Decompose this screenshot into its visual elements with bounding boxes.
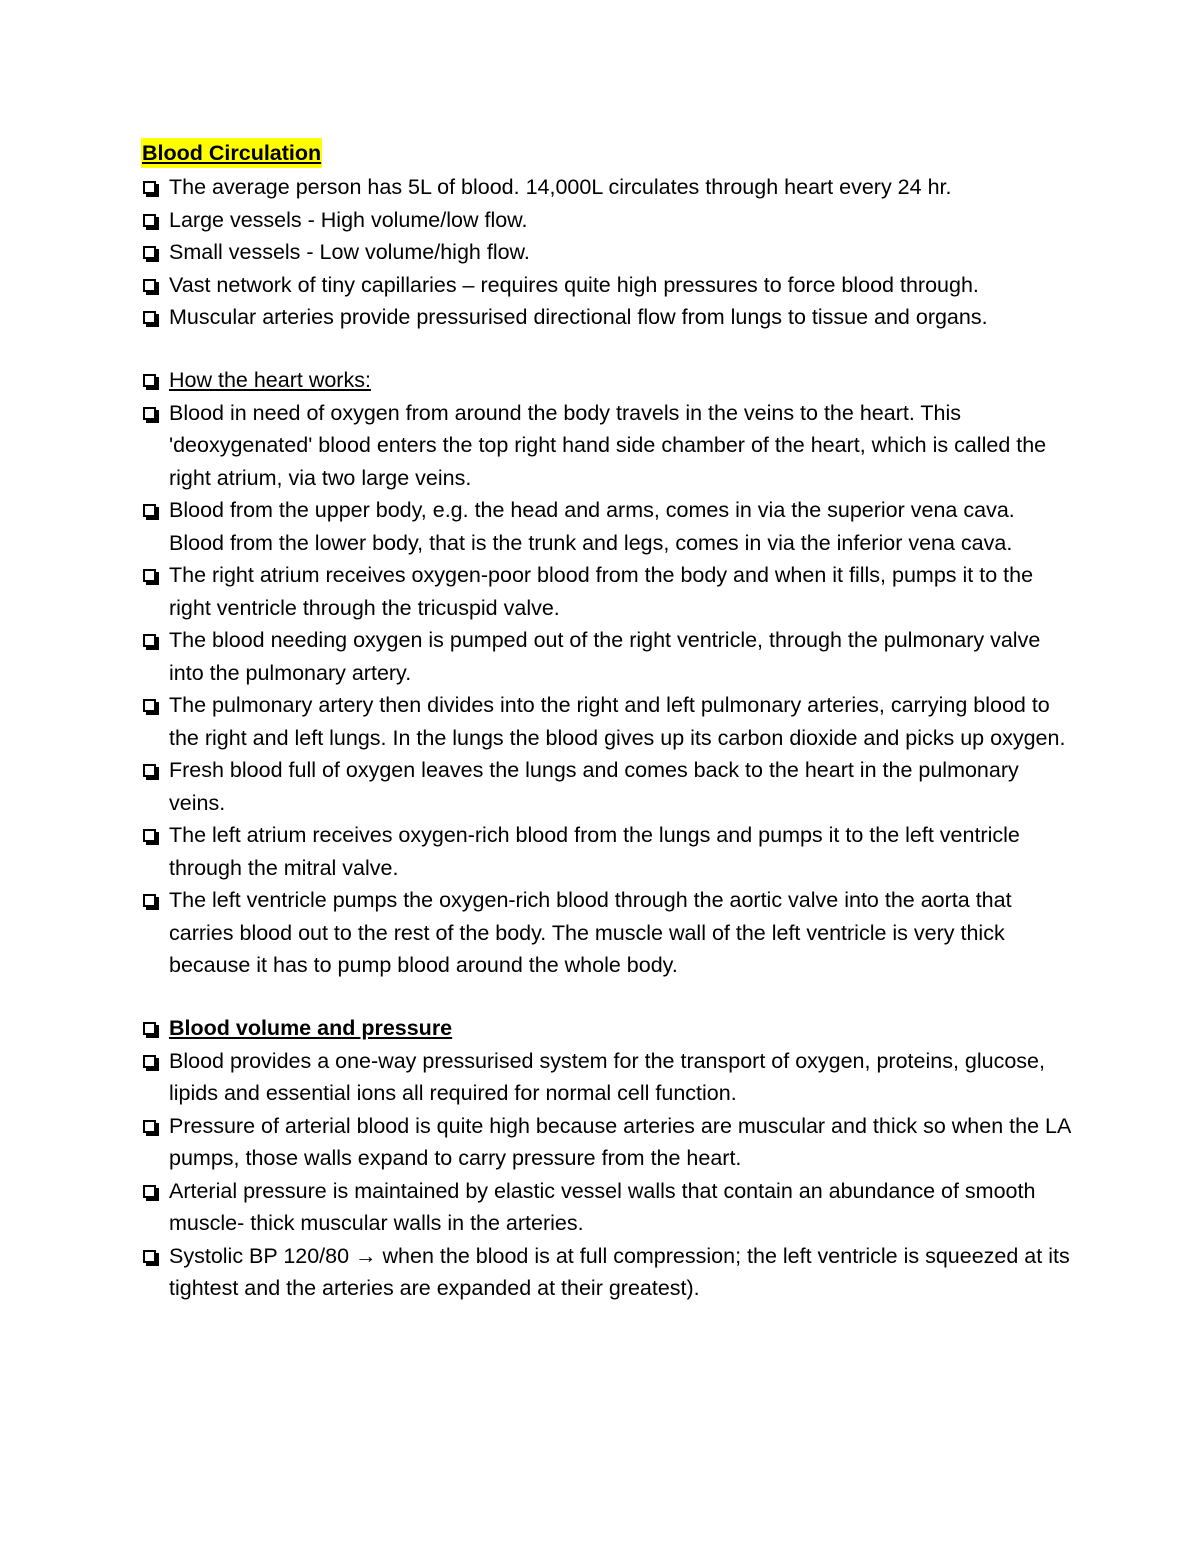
- list-item-text: Blood provides a one-way pressurised system for the transport of oxygen, proteins, glucose, lipids and essential ions all required for normal cell function.: [169, 1048, 1045, 1105]
- list-item-text: Muscular arteries provide pressurised directional flow from lungs to tissue and organs.: [169, 305, 988, 329]
- checkbox-bullet-icon: [143, 279, 156, 292]
- list-item-text: Blood in need of oxygen from around the body travels in the veins to the heart. This 'deoxygenated' blood enters the top right hand side chamber of the heart, which is called the right atrium, via two large veins.: [169, 400, 1047, 490]
- checkbox-bullet-icon: [143, 214, 156, 227]
- title-line: [141, 137, 1071, 171]
- list-item: [141, 301, 1071, 334]
- section-heading-volume-pressure: Blood volume and pressure: [169, 1016, 453, 1040]
- list-item-text: Pressure of arterial blood is quite high because arteries are muscular and thick so when the LA pumps, those walls expand to carry pressure from the heart.: [169, 1113, 1071, 1170]
- list-item: [141, 236, 1071, 269]
- blank-line: [141, 982, 1071, 1013]
- section-heading-item: [141, 364, 1071, 397]
- section-volume-pressure: [141, 1012, 1071, 1305]
- list-item-text: Fresh blood full of oxygen leaves the lungs and comes back to the heart in the pulmonary veins.: [169, 758, 1019, 815]
- list-item-text: The left ventricle pumps the oxygen-rich blood through the aortic valve into the aorta that carries blood out to the rest of the body. The muscle wall of the left ventricle is very thick because it has to pump blood around the whole body.: [169, 888, 1012, 977]
- checkbox-bullet-icon: [143, 764, 156, 777]
- checkbox-bullet-icon: [143, 504, 156, 517]
- section-heading-heart: How the heart works:: [169, 368, 371, 392]
- list-item-text: Large vessels - High volume/low flow.: [169, 207, 528, 232]
- checkbox-bullet-icon: [143, 311, 156, 324]
- list-item-text: The blood needing oxygen is pumped out of the right ventricle, through the pulmonary valve into the pulmonary artery.: [169, 628, 1041, 685]
- list-item: [141, 884, 1071, 982]
- checkbox-bullet-icon: [143, 374, 156, 387]
- list-item: [141, 171, 1071, 204]
- list-item-text: Vast network of tiny capillaries – requires quite high pressures to force blood through.: [169, 272, 979, 297]
- list-item: [141, 269, 1071, 302]
- checkbox-bullet-icon: [143, 181, 156, 194]
- checkbox-bullet-icon: [143, 1022, 156, 1035]
- document-title: Blood Circulation: [141, 138, 322, 168]
- section-circulation: [141, 171, 1071, 334]
- list-item-text: The pulmonary artery then divides into the right and left pulmonary arteries, carrying blood to the right and left lungs. In the lungs the blood gives up its carbon dioxide and picks up oxygen.: [169, 693, 1066, 750]
- list-item: [141, 559, 1071, 624]
- list-item: [141, 754, 1071, 819]
- checkbox-bullet-icon: [143, 634, 156, 647]
- checkbox-bullet-icon: [143, 1250, 156, 1263]
- list-item-text: Systolic BP 120/80 → when the blood is at full compression; the left ventricle is squeezed at its tightest and the arteries are expanded at their greatest).: [169, 1243, 1070, 1300]
- list-item-text: The left atrium receives oxygen-rich blood from the lungs and pumps it to the left ventricle through the mitral valve.: [169, 823, 1020, 880]
- checkbox-bullet-icon: [143, 569, 156, 582]
- list-item: [141, 624, 1071, 689]
- list-item: [141, 1240, 1071, 1305]
- checkbox-bullet-icon: [143, 1055, 156, 1068]
- list-item: [141, 494, 1071, 559]
- list-item-text: The average person has 5L of blood. 14,000L circulates through heart every 24 hr.: [169, 175, 952, 199]
- list-item: [141, 204, 1071, 237]
- checkbox-bullet-icon: [143, 699, 156, 712]
- checkbox-bullet-icon: [143, 407, 156, 420]
- list-item-text: Small vessels - Low volume/high flow.: [169, 240, 530, 264]
- section-heart: [141, 364, 1071, 982]
- list-item: [141, 1045, 1071, 1110]
- list-item-text: Blood from the upper body, e.g. the head and arms, comes in via the superior vena cava. Blood from the lower body, that is the trunk and legs, comes in via the inferior vena cava.: [169, 498, 1015, 555]
- blank-line: [141, 334, 1071, 365]
- list-item: [141, 689, 1071, 754]
- list-item-text: The right atrium receives oxygen-poor blood from the body and when it fills, pumps it to the right ventricle through the tricuspid valve.: [169, 563, 1034, 620]
- checkbox-bullet-icon: [143, 1185, 156, 1198]
- list-item: [141, 397, 1071, 495]
- checkbox-bullet-icon: [143, 829, 156, 842]
- list-item: [141, 1175, 1071, 1240]
- checkbox-bullet-icon: [143, 894, 156, 907]
- checkbox-bullet-icon: [143, 1120, 156, 1133]
- checkbox-bullet-icon: [143, 246, 156, 259]
- list-item: [141, 819, 1071, 884]
- section-heading-item: [141, 1012, 1071, 1045]
- list-item: [141, 1110, 1071, 1175]
- list-item-text: Arterial pressure is maintained by elastic vessel walls that contain an abundance of smooth muscle- thick muscular walls in the arteries.: [169, 1178, 1036, 1235]
- document-content: [141, 137, 1071, 1305]
